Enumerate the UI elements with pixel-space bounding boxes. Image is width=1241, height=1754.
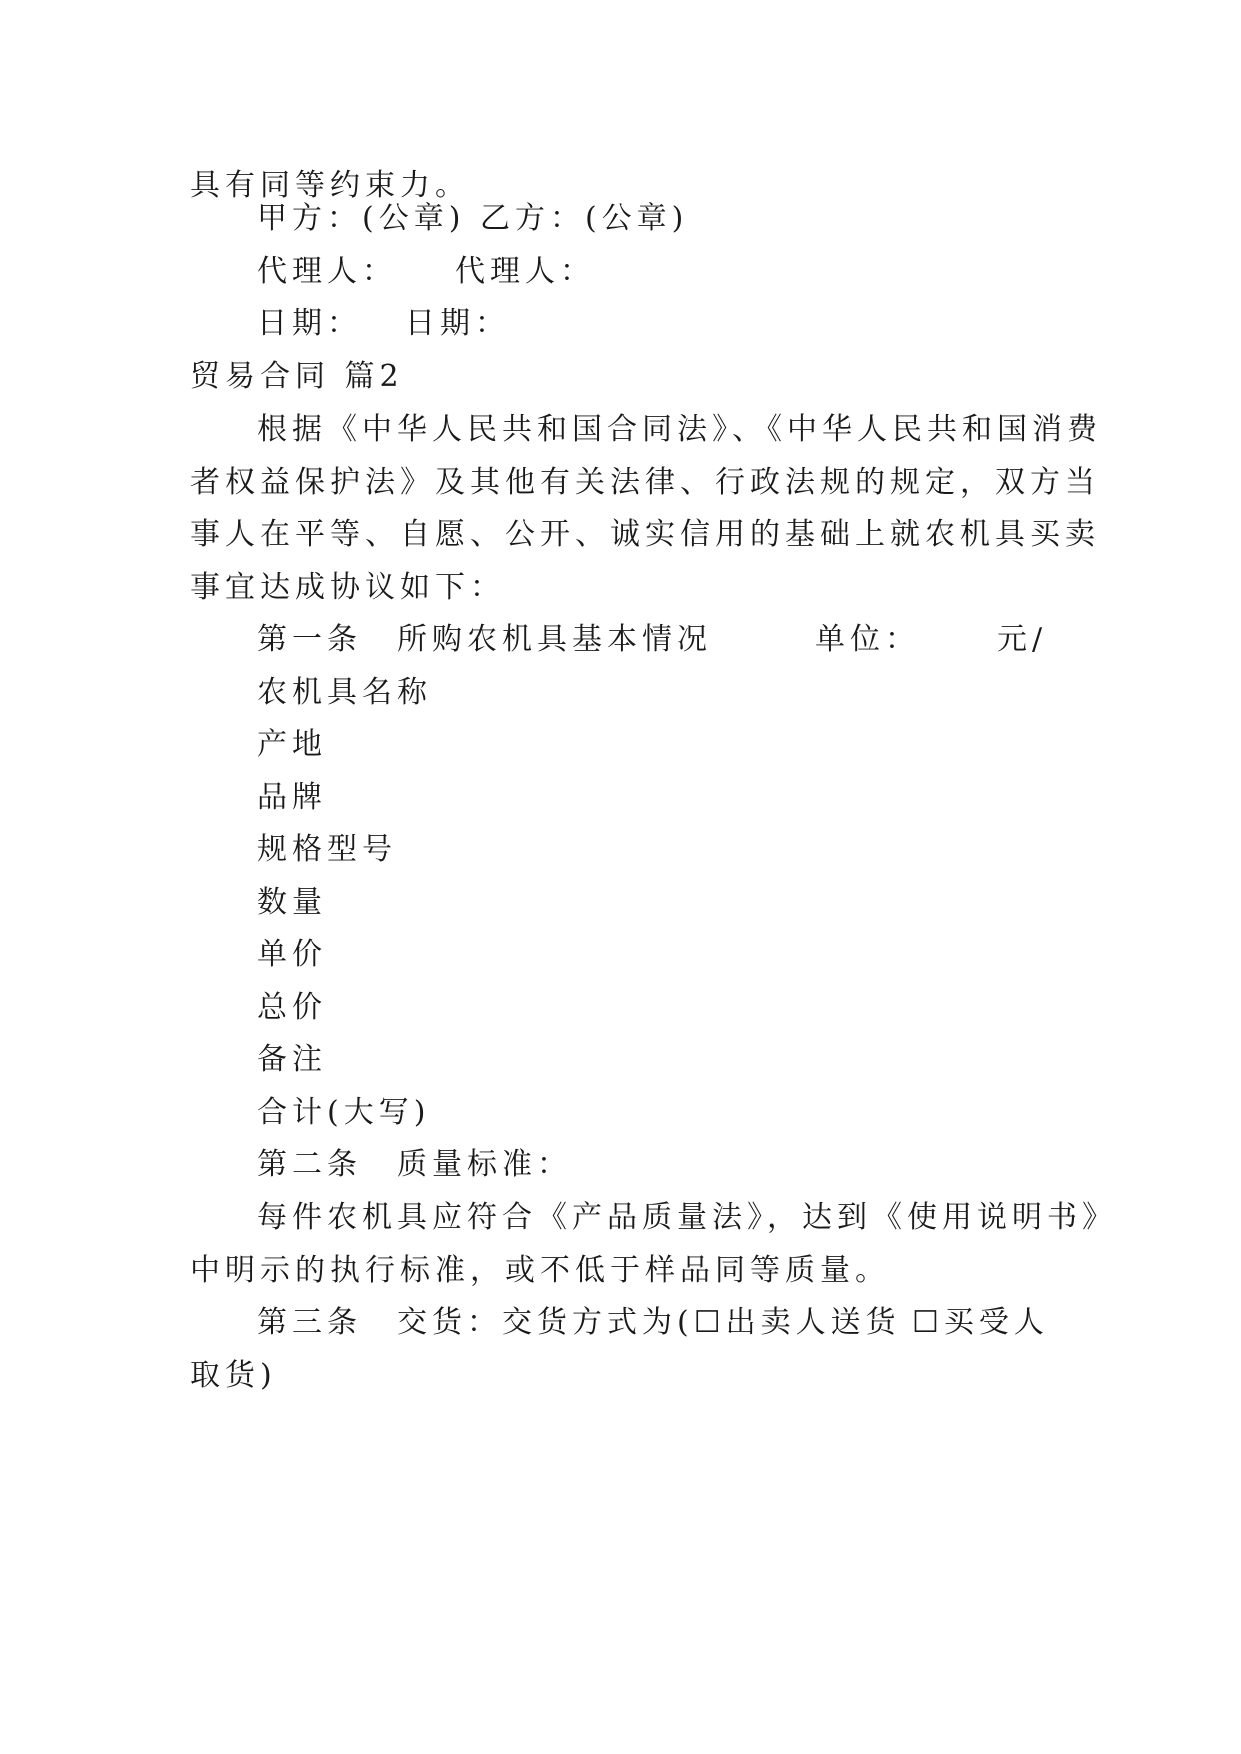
unit-label: 单位： — [815, 622, 920, 657]
article-heading: 第一条 所购农机具基本情况 — [257, 622, 712, 657]
signature-line-parties: 甲方：(公章) 乙方：(公章) — [257, 201, 689, 236]
list-item: 总价 — [257, 990, 327, 1025]
article-heading: 第二条 质量标准： — [257, 1147, 572, 1182]
signature-agent-b: 代理人： — [455, 254, 595, 289]
paragraph-line: 事宜达成协议如下： — [190, 570, 505, 605]
paragraph-line: 者权益保护法》及其他有关法律、行政法规的规定，双方当 — [190, 465, 1100, 500]
paragraph-line: 取货) — [190, 1358, 277, 1393]
list-item: 备注 — [257, 1042, 327, 1077]
paragraph-line: 根据《中华人民共和国合同法》、《中华人民共和国消费 — [257, 412, 1102, 447]
list-item: 产地 — [257, 727, 327, 762]
list-item: 数量 — [257, 885, 327, 920]
signature-date-b: 日期： — [405, 306, 510, 341]
list-item: 品牌 — [257, 780, 327, 815]
list-item: 规格型号 — [257, 832, 397, 867]
paragraph-line: 事人在平等、自愿、公开、诚实信用的基础上就农机具买卖 — [190, 517, 1100, 552]
signature-date-a: 日期： — [257, 306, 362, 341]
unit-value: 元/ — [997, 622, 1048, 657]
text-line: 具有同等约束力。 — [190, 168, 470, 203]
list-item: 农机具名称 — [257, 675, 432, 710]
signature-agent-a: 代理人： — [257, 254, 397, 289]
section-title: 贸易合同 篇2 — [190, 359, 404, 394]
delivery-option: ☐买受人 — [912, 1305, 1049, 1340]
paragraph-line: 中明示的执行标准，或不低于样品同等质量。 — [190, 1253, 890, 1288]
list-item: 单价 — [257, 937, 327, 972]
article-heading: 第三条 交货：交货方式为(☐出卖人送货 — [257, 1305, 901, 1340]
paragraph-line: 每件农机具应符合《产品质量法》，达到《使用说明书》 — [257, 1200, 1117, 1235]
list-item: 合计(大写) — [257, 1095, 431, 1130]
